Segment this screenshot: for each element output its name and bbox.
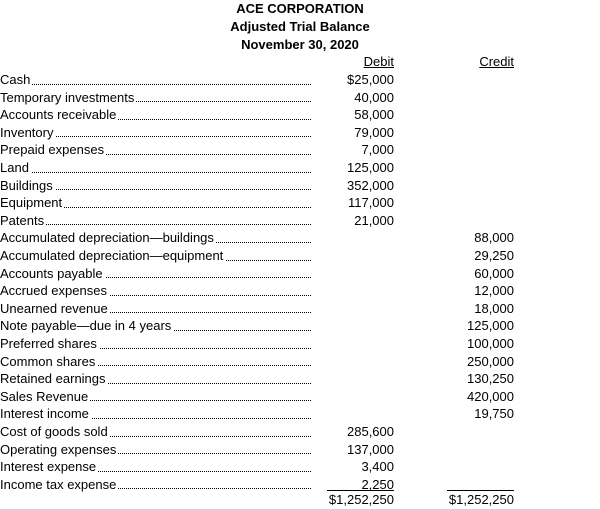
credit-amount: 60,000 bbox=[474, 265, 514, 281]
account-label: Common shares bbox=[0, 353, 311, 371]
table-row bbox=[0, 353, 600, 371]
table-row bbox=[0, 124, 600, 142]
account-label: Temporary investments bbox=[0, 89, 311, 107]
account-label: Sales Revenue bbox=[0, 388, 311, 406]
account-label: Prepaid expenses bbox=[0, 141, 311, 159]
account-label: Accumulated depreciation—buildings bbox=[0, 229, 311, 247]
credit-amount: 12,000 bbox=[474, 283, 514, 299]
table-row bbox=[0, 300, 600, 318]
report-title: Adjusted Trial Balance bbox=[230, 19, 370, 34]
table-row bbox=[0, 265, 600, 283]
table-row bbox=[0, 388, 600, 406]
account-label: Land bbox=[0, 159, 311, 177]
table-row bbox=[0, 212, 600, 230]
table-row bbox=[0, 405, 600, 423]
table-row bbox=[0, 159, 600, 177]
debit-amount: 40,000 bbox=[354, 89, 394, 105]
debit-amount: 3,400 bbox=[361, 459, 394, 475]
account-label: Note payable—due in 4 years bbox=[0, 317, 311, 335]
account-label: Interest income bbox=[0, 405, 311, 423]
debit-amount: 137,000 bbox=[347, 441, 394, 457]
credit-amount: 420,000 bbox=[467, 388, 514, 404]
account-label: Equipment bbox=[0, 194, 311, 212]
table-row bbox=[0, 335, 600, 353]
debit-amount: 21,000 bbox=[354, 212, 394, 228]
table-row bbox=[0, 229, 600, 247]
table-row bbox=[0, 71, 600, 89]
debit-amount: $25,000 bbox=[347, 72, 394, 87]
account-label: Interest expense bbox=[0, 458, 311, 476]
debit-amount: 7,000 bbox=[361, 142, 394, 158]
company-name: ACE CORPORATION bbox=[236, 1, 364, 16]
table-row bbox=[0, 370, 600, 388]
credit-amount: 19,750 bbox=[474, 406, 514, 422]
credit-amount: 88,000 bbox=[474, 230, 514, 246]
table-row bbox=[0, 282, 600, 300]
account-label: Income tax expense bbox=[0, 476, 311, 494]
debit-column-header: Debit bbox=[363, 54, 394, 69]
table-row bbox=[0, 177, 600, 195]
credit-amount: 100,000 bbox=[467, 336, 514, 351]
table-row bbox=[0, 89, 600, 107]
debit-amount: 58,000 bbox=[354, 107, 394, 123]
table-row bbox=[0, 106, 600, 124]
credit-amount: 125,000 bbox=[467, 318, 514, 334]
debit-amount: 125,000 bbox=[347, 160, 394, 175]
table-row bbox=[0, 247, 600, 265]
table-row bbox=[0, 441, 600, 459]
table-row bbox=[0, 458, 600, 476]
account-label: Accounts payable bbox=[0, 265, 311, 283]
account-label: Cash bbox=[0, 71, 311, 89]
credit-amount: 130,250 bbox=[467, 371, 514, 387]
debit-amount: 352,000 bbox=[347, 177, 394, 193]
total-credit: $1,252,250 bbox=[448, 492, 514, 507]
debit-amount: 117,000 bbox=[347, 195, 394, 211]
report-date: November 30, 2020 bbox=[241, 37, 359, 52]
debit-amount: 2,250 bbox=[361, 476, 394, 492]
credit-amount: 29,250 bbox=[474, 248, 514, 263]
debit-amount: 79,000 bbox=[354, 124, 394, 140]
account-label: Inventory bbox=[0, 124, 311, 142]
account-label: Operating expenses bbox=[0, 441, 311, 459]
table-row bbox=[0, 317, 600, 335]
credit-amount: 18,000 bbox=[474, 300, 514, 316]
total-debit: $1,252,250 bbox=[328, 492, 394, 507]
credit-column-header: Credit bbox=[479, 54, 514, 69]
table-row bbox=[0, 423, 600, 441]
account-label: Accounts receivable bbox=[0, 106, 311, 124]
account-label: Patents bbox=[0, 212, 311, 230]
account-label: Accrued expenses bbox=[0, 282, 311, 300]
credit-amount: 250,000 bbox=[467, 353, 514, 369]
account-label: Buildings bbox=[0, 177, 311, 195]
account-label: Cost of goods sold bbox=[0, 423, 311, 441]
table-row bbox=[0, 194, 600, 212]
account-label: Preferred shares bbox=[0, 335, 311, 353]
table-row bbox=[0, 141, 600, 159]
debit-amount: 285,600 bbox=[347, 424, 394, 439]
account-label: Retained earnings bbox=[0, 370, 311, 388]
account-label: Unearned revenue bbox=[0, 300, 311, 318]
account-label: Accumulated depreciation—equipment bbox=[0, 247, 311, 265]
